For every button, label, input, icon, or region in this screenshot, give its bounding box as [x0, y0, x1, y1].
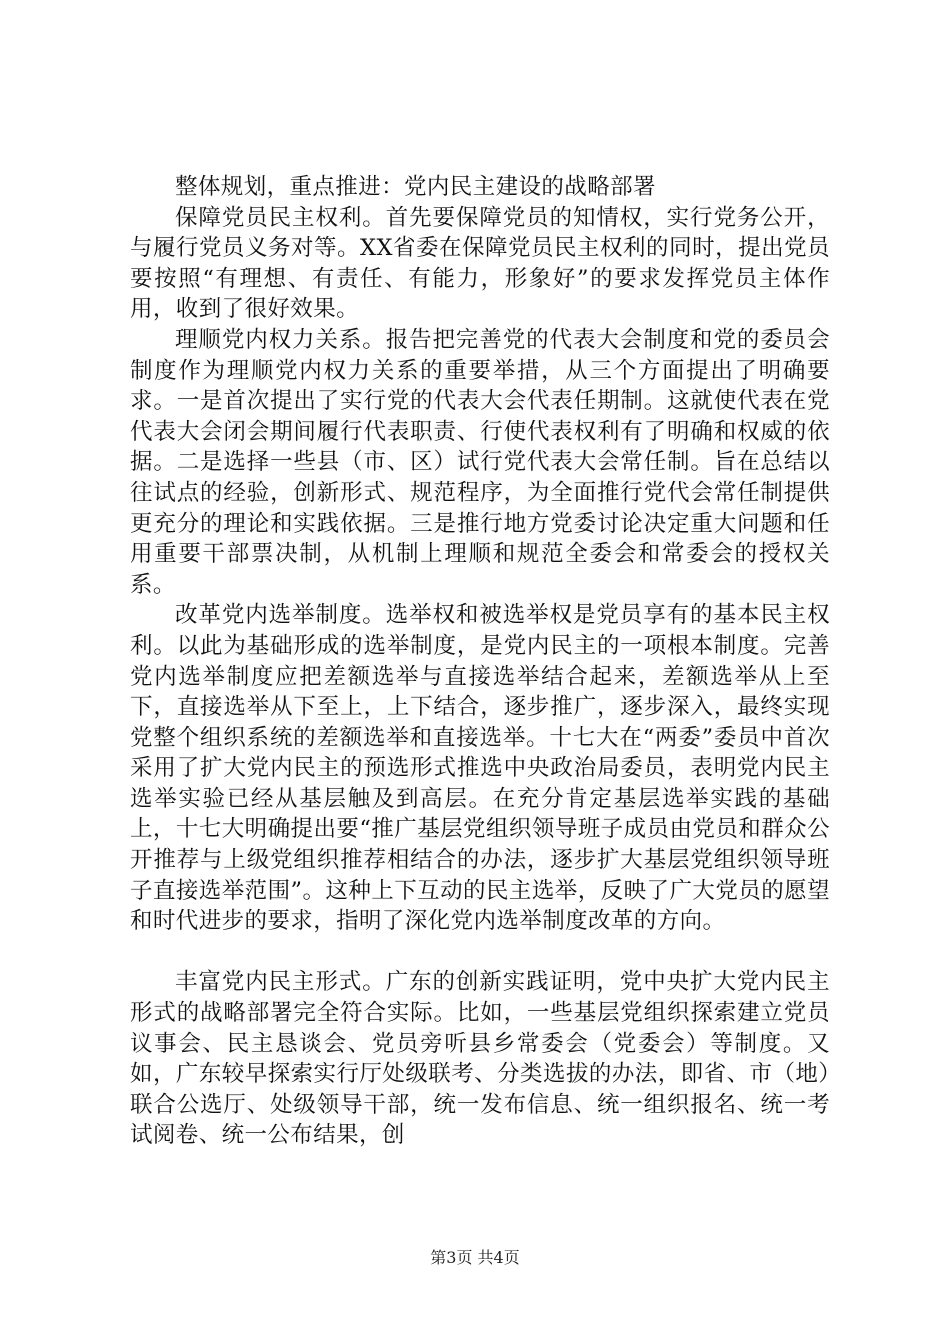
document-body [130, 172, 830, 1151]
paragraph-election-system: 改革党内选举制度。选举权和被选举权是党员享有的基本民主权利。以此为基础形成的选举制度，是党内民主的一项根本制度。完善党内选举制度应把差额选举与直接选举结合起来，差额选举从上至下，直接选举从下至上，上下结合，逐步推广，逐步深入，最终实现党整个组织系统的差额选举和直接选举。十七大在“两委”委员中首次采用了扩大党内民主的预选形式推选中央政治局委员，表明党内民主选举实验已经从基层触及到高层。在充分肯定基层选举实践的基础上，十七大明确提出要“推广基层党组织领导班子成员由党员和群众公开推荐与上级党组织推荐相结合的办法，逐步扩大基层党组织领导班子直接选举范围”。这种上下互动的民主选举，反映了广大党员的愿望和时代进步的要求，指明了深化党内选举制度改革的方向。 [130, 602, 830, 935]
page-number: 第3页 共4页 [430, 1248, 520, 1267]
paragraph-rights: 保障党员民主权利。首先要保障党员的知情权，实行党务公开，与履行党员义务对等。XX省委在保障党员民主权利的同时，提出党员要按照“有理想、有责任、有能力，形象好”的要求发挥党员主体作用，收到了很好效果。 [130, 204, 830, 323]
paragraph-democracy-forms: 丰富党内民主形式。广东的创新实践证明，党中央扩大党内民主形式的战略部署完全符合实际。比如，一些基层党组织探索建立党员议事会、民主恳谈会、党员旁听县乡常委会（党委会）等制度。又如，广东较早探索实行厅处级联考、分类选拔的办法，即省、市（地）联合公选厅、处级领导干部，统一发布信息、统一组织报名、统一考试阅卷、统一公布结果，创 [130, 969, 830, 1149]
paragraph-power-relations: 理顺党内权力关系。报告把完善党的代表大会制度和党的委员会制度作为理顺党内权力关系的重要举措，从三个方面提出了明确要求。一是首次提出了实行党的代表大会代表任期制。这就使代表在党代表大会闭会期间履行代表职责、行使代表权利有了明确和权威的依据。二是选择一些县（市、区）试行党代表大会常任制。旨在总结以往试点的经验，创新形式、规范程序，为全面推行党代会常任制提供更充分的理论和实践依据。三是推行地方党委讨论决定重大问题和任用重要干部票决制，从机制上理顺和规范全委会和常委会的授权关系。 [130, 326, 830, 598]
document-title: 整体规划，重点推进：党内民主建设的战略部署 [175, 174, 656, 200]
